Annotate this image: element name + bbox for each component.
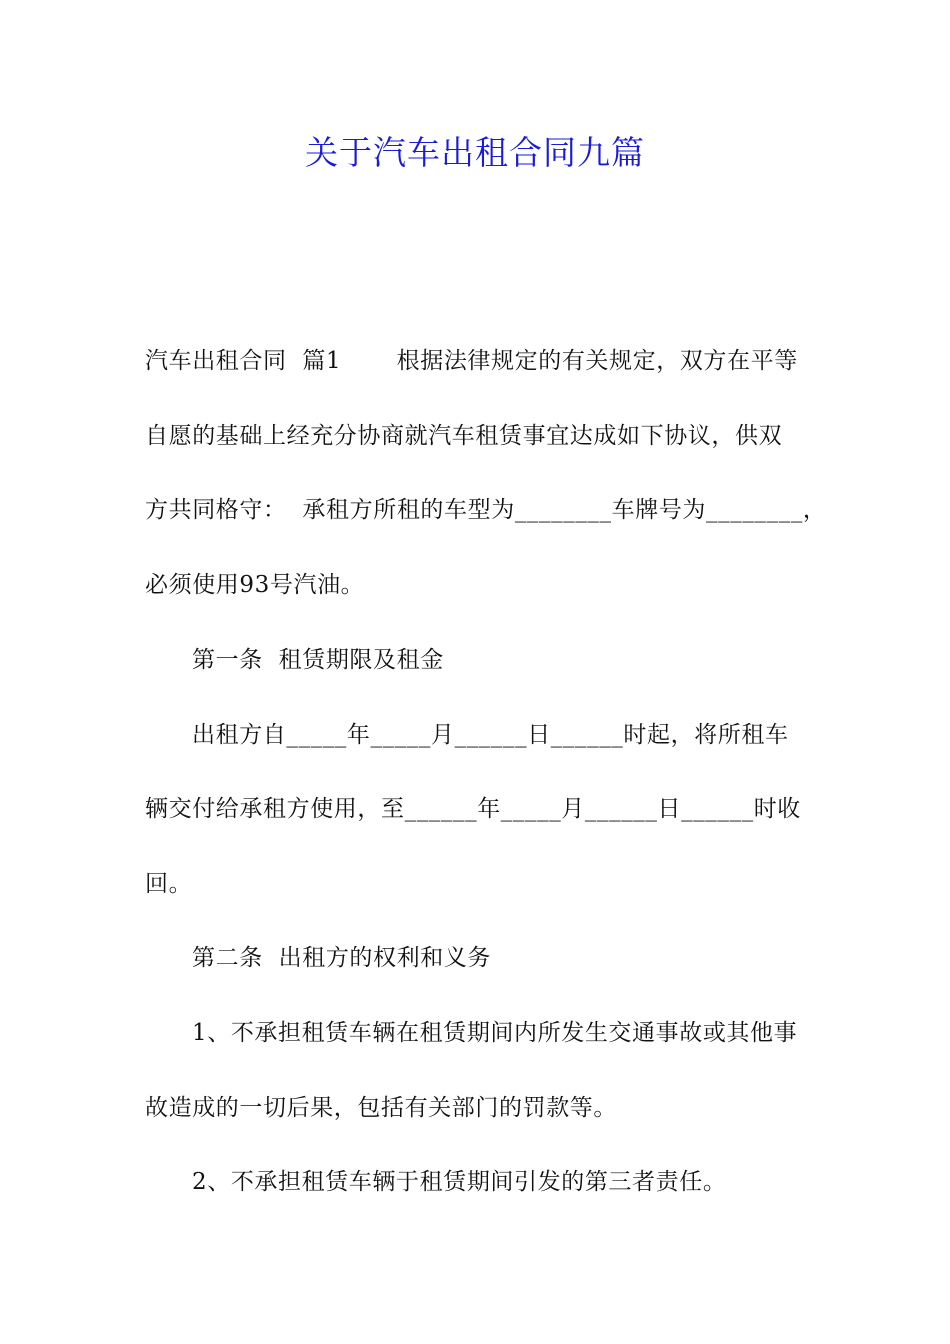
text-line: 必须使用93号汽油。: [145, 572, 365, 598]
text-line: 方共同格守： 承租方所租的车型为________车牌号为________，: [145, 497, 827, 523]
section-heading: 第一条 租赁期限及租金: [192, 647, 444, 673]
text-line: 2、不承担租赁车辆于租赁期间引发的第三者责任。: [192, 1169, 727, 1195]
page-title: 关于汽车出租合同九篇: [305, 133, 645, 172]
text-line: 汽车出租合同 篇1 根据法律规定的有关规定，双方在平等: [145, 348, 798, 374]
section-heading: 第二条 出租方的权利和义务: [192, 945, 492, 971]
text-line: 1、不承担租赁车辆在租赁期间内所发生交通事故或其他事: [192, 1020, 798, 1046]
text-line: 自愿的基础上经充分协商就汽车租赁事宜达成如下协议，供双: [145, 423, 783, 449]
text-line: 回。: [145, 871, 193, 897]
text-line: 辆交付给承租方使用，至______年_____月______日______时收: [145, 796, 801, 822]
text-line: 故造成的一切后果，包括有关部门的罚款等。: [145, 1095, 617, 1121]
text-line: 出租方自_____年_____月______日______时起，将所租车: [192, 722, 789, 748]
